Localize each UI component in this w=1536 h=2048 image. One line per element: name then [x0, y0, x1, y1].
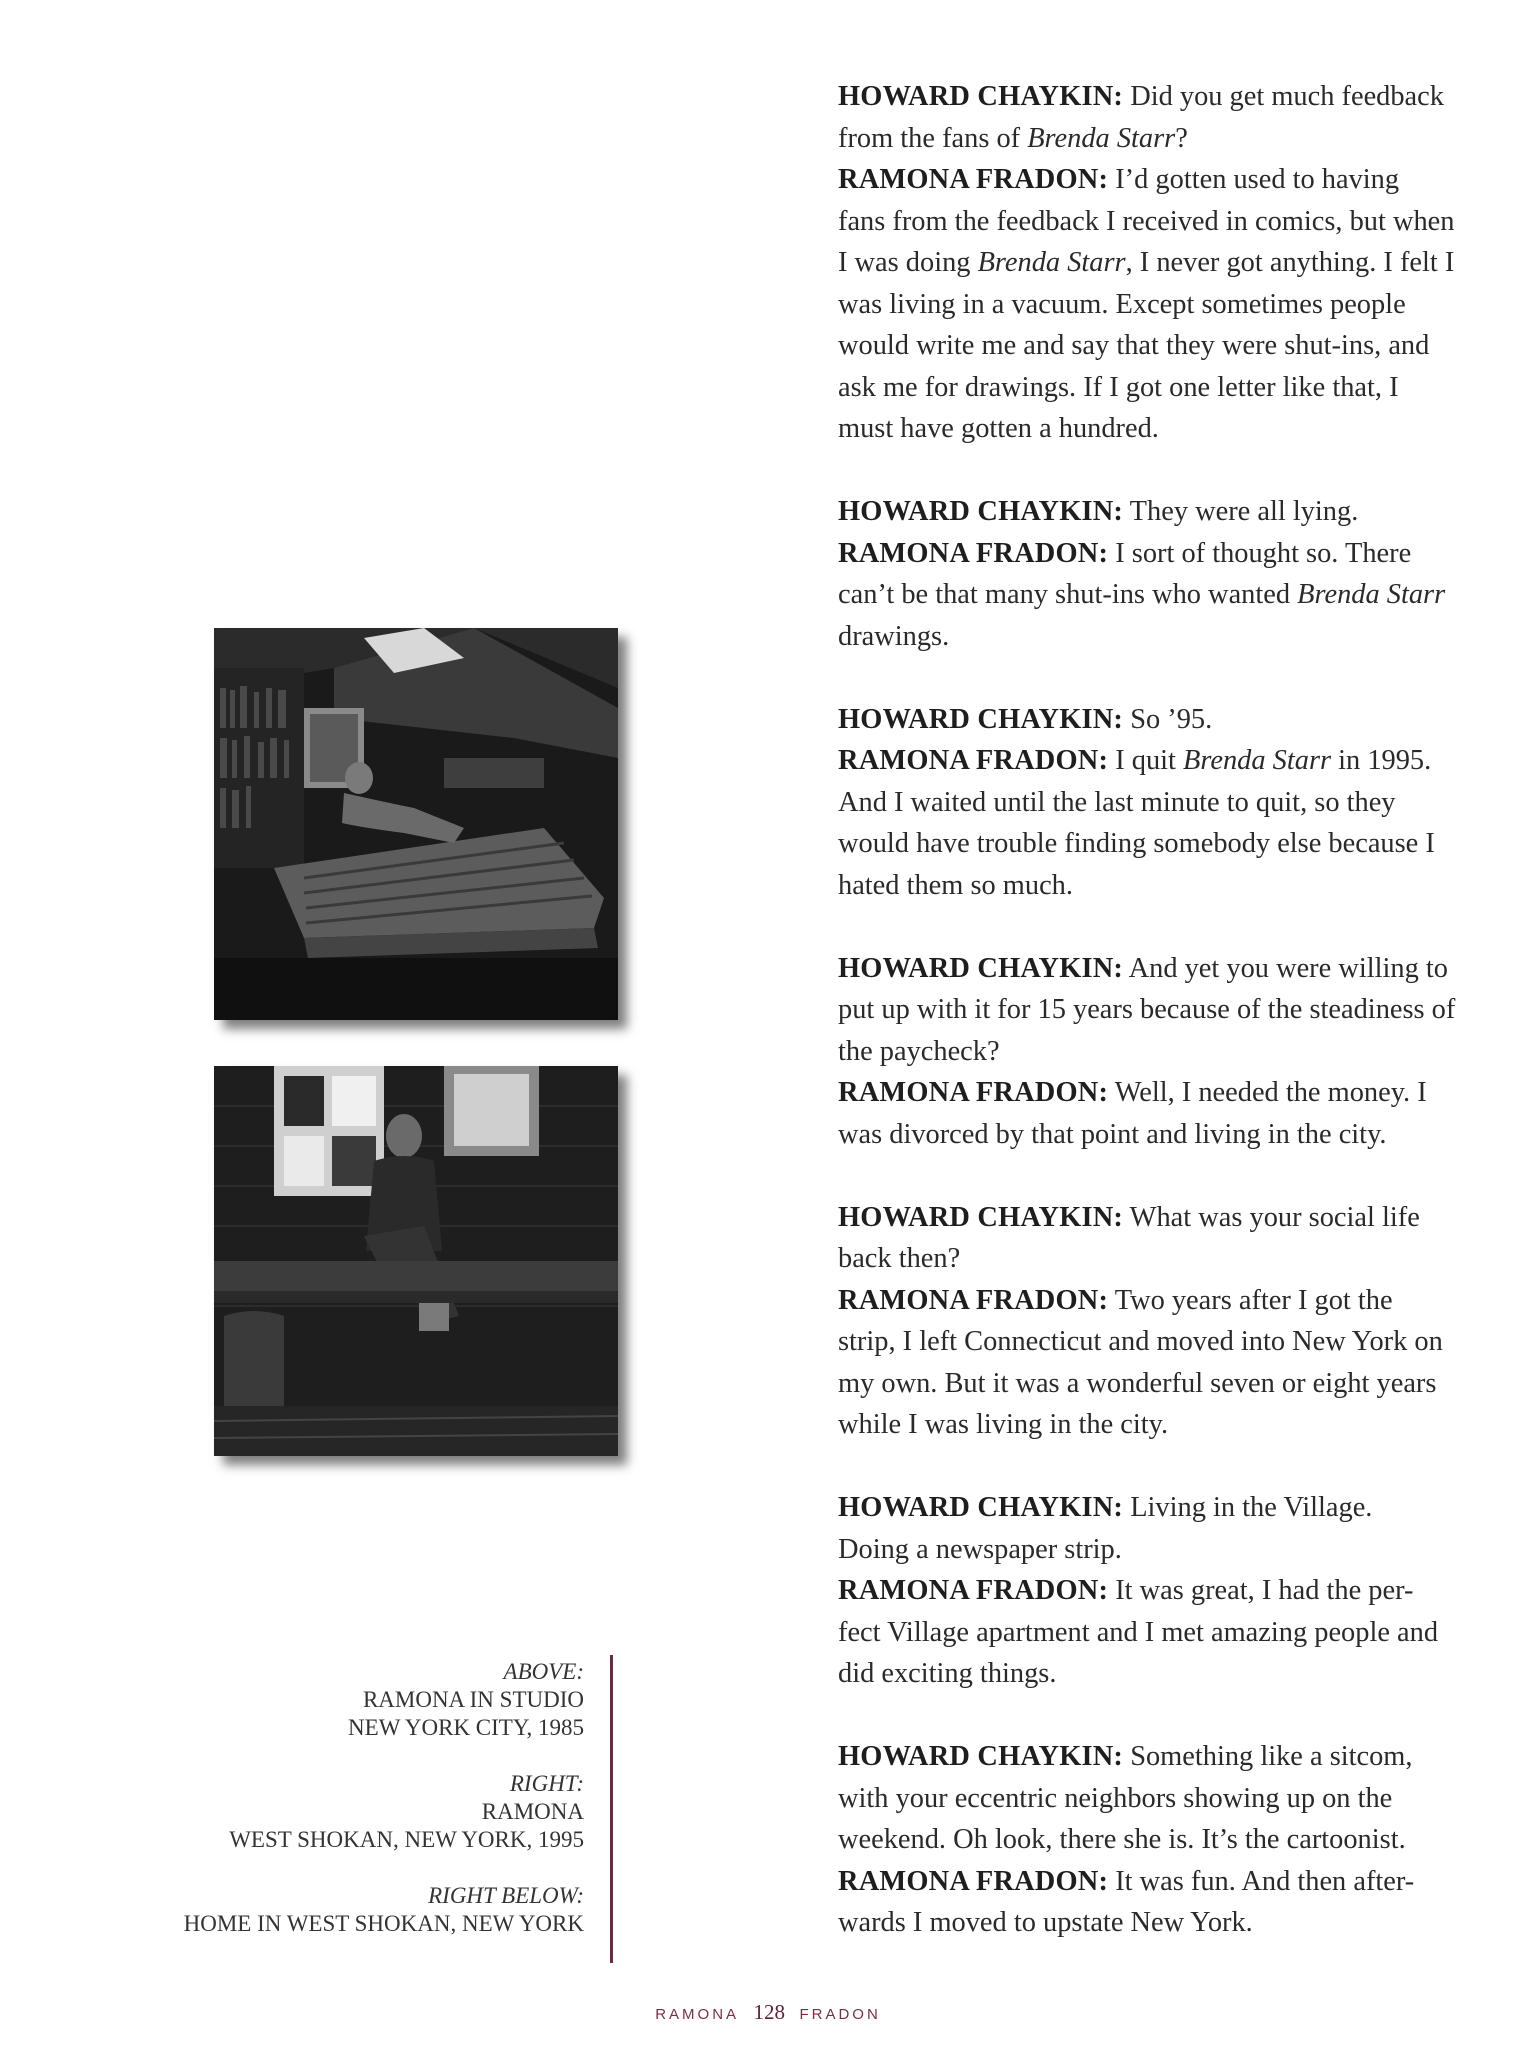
interview-text	[838, 76, 1478, 1985]
person-reclining	[345, 762, 373, 794]
exchange	[838, 1736, 1478, 1944]
caption-text: NEW YORK CITY, 1985	[348, 1715, 584, 1740]
text-line	[838, 1736, 1478, 1778]
text-line	[838, 699, 1478, 741]
text-line	[838, 1570, 1478, 1612]
text-line	[838, 1072, 1478, 1114]
text-line	[838, 1321, 1478, 1363]
text-run: weekend. Oh look, there she is. It’s the cartoonist.	[838, 1824, 1406, 1855]
text-line	[838, 1404, 1478, 1446]
text-line	[838, 1280, 1478, 1322]
text-run: can’t be that many shut-ins who wanted	[838, 579, 1298, 610]
text-run: was living in a vacuum. Except sometimes people	[838, 288, 1406, 320]
text-line	[838, 865, 1478, 907]
speaker-label: RAMONA FRADON:	[838, 164, 1109, 195]
text-run: It was great, I had the per-	[1108, 1575, 1414, 1606]
text-run: It was fun. And then after-	[1108, 1865, 1415, 1897]
speaker-label: HOWARD CHAYKIN:	[838, 703, 1124, 735]
text-line	[838, 989, 1478, 1031]
exchange	[838, 491, 1478, 657]
text-run: did exciting things.	[838, 1658, 1057, 1689]
speaker-label: RAMONA FRADON:	[838, 745, 1109, 776]
title-italic: Brenda Starr	[977, 247, 1126, 278]
text-run: So ’95.	[1123, 703, 1213, 735]
exchange	[838, 1197, 1478, 1446]
text-run: And yet you were willing to	[1123, 952, 1448, 984]
text-run: would write me and say that they were shut-ins, and	[838, 330, 1430, 361]
text-line	[838, 76, 1478, 118]
text-line	[838, 325, 1478, 367]
text-line	[838, 1031, 1478, 1073]
text-line	[838, 616, 1478, 658]
text-run: Something like a sitcom,	[1123, 1741, 1413, 1772]
footer-right: FRADON	[799, 2006, 881, 2023]
speaker-label: HOWARD CHAYKIN:	[838, 952, 1124, 984]
speaker-label: RAMONA FRADON:	[838, 1575, 1109, 1606]
speaker-label: HOWARD CHAYKIN:	[838, 1492, 1124, 1523]
exchange	[838, 1487, 1478, 1695]
text-line	[838, 574, 1478, 616]
title-italic: Brenda Starr	[1027, 122, 1176, 154]
text-line	[838, 1363, 1478, 1405]
text-run: I’d gotten used to having	[1108, 164, 1400, 195]
text-run: Two years after I got the	[1108, 1284, 1393, 1316]
photo-ramona-seated	[214, 1066, 618, 1456]
bench	[214, 1261, 618, 1291]
speaker-label: HOWARD CHAYKIN:	[838, 496, 1124, 527]
text-line	[838, 1197, 1478, 1239]
caption-label: RIGHT BELOW:	[428, 1883, 584, 1908]
text-run: wards I moved to upstate New York.	[838, 1907, 1253, 1938]
caption-group	[150, 1658, 584, 1742]
text-run: the paycheck?	[838, 1035, 1000, 1067]
speaker-label: RAMONA FRADON:	[838, 537, 1109, 569]
text-run: must have gotten a hundred.	[838, 413, 1159, 444]
exchange	[838, 699, 1478, 907]
text-run: Did you get much feedback	[1123, 81, 1444, 112]
text-run: fans from the feedback I received in comics, but when	[838, 205, 1455, 237]
text-run: drawings.	[838, 620, 950, 652]
speaker-label: RAMONA FRADON:	[838, 1077, 1109, 1108]
caption-group	[150, 1882, 584, 1938]
text-run: , I never got anything. I felt I	[1125, 247, 1455, 278]
text-line	[838, 284, 1478, 326]
speaker-label: HOWARD CHAYKIN:	[838, 1201, 1124, 1233]
caption-label: ABOVE:	[503, 1659, 584, 1684]
text-line	[838, 367, 1478, 409]
text-line	[838, 1487, 1478, 1529]
text-line	[838, 1778, 1478, 1820]
footer-left: RAMONA	[655, 2006, 740, 2023]
text-line	[838, 1819, 1478, 1861]
exchange	[838, 76, 1478, 450]
text-run: fect Village apartment and I met amazing people and	[838, 1616, 1439, 1648]
caption-text: RAMONA	[481, 1799, 584, 1824]
exchange	[838, 948, 1478, 1156]
text-run: They were all lying.	[1123, 496, 1359, 527]
text-run: I was doing	[838, 247, 978, 278]
text-run: back then?	[838, 1243, 961, 1274]
text-line	[838, 1114, 1478, 1156]
text-line	[838, 1238, 1478, 1280]
text-run: while I was living in the city.	[838, 1409, 1169, 1440]
caption-text: WEST SHOKAN, NEW YORK, 1995	[229, 1827, 584, 1852]
text-run: in 1995.	[1331, 745, 1432, 776]
text-line	[838, 533, 1478, 575]
text-run: put up with it for 15 years because of the steadiness of	[838, 994, 1456, 1025]
text-run: strip, I left Connecticut and moved into New York on	[838, 1326, 1443, 1357]
speaker-label: HOWARD CHAYKIN:	[838, 81, 1124, 112]
text-run: Well, I needed the money. I	[1108, 1077, 1427, 1108]
text-run: was divorced by that point and living in the city.	[838, 1118, 1387, 1150]
text-line	[838, 740, 1478, 782]
speaker-label: RAMONA FRADON:	[838, 1284, 1109, 1316]
text-run: I sort of thought so. There	[1108, 537, 1412, 569]
text-run: ask me for drawings. If I got one letter like that, I	[838, 371, 1399, 403]
text-line	[838, 159, 1478, 201]
text-line	[838, 948, 1478, 990]
text-run: my own. But it was a wonderful seven or eight years	[838, 1367, 1437, 1399]
text-run: would have trouble finding somebody else because I	[838, 828, 1435, 859]
text-run: ?	[1175, 122, 1188, 154]
title-italic: Brenda Starr	[1297, 579, 1446, 610]
text-run: Doing a newspaper strip.	[838, 1533, 1122, 1565]
text-line	[838, 242, 1478, 284]
text-line	[838, 201, 1478, 243]
text-line	[838, 1529, 1478, 1571]
text-line	[838, 408, 1478, 450]
text-run: hated them so much.	[838, 869, 1073, 901]
text-line	[838, 1902, 1478, 1944]
text-run: I quit	[1108, 745, 1184, 776]
text-line	[838, 1653, 1478, 1695]
caption-text: RAMONA IN STUDIO	[362, 1687, 584, 1712]
text-run: from the fans of	[838, 122, 1028, 154]
page-footer	[0, 2000, 1536, 2025]
text-run: Living in the Village.	[1123, 1492, 1373, 1523]
page-number: 128	[753, 2000, 785, 2024]
caption-rule	[610, 1655, 613, 1963]
text-line	[838, 1612, 1478, 1654]
speaker-label: RAMONA FRADON:	[838, 1865, 1109, 1897]
text-run: What was your social life	[1123, 1201, 1420, 1233]
photo-captions	[150, 1658, 584, 1966]
text-line	[838, 823, 1478, 865]
text-run: And I waited until the last minute to quit, so they	[838, 786, 1396, 818]
text-run: with your eccentric neighbors showing up on the	[838, 1782, 1393, 1814]
caption-group	[150, 1770, 584, 1854]
text-line	[838, 491, 1478, 533]
text-line	[838, 118, 1478, 160]
title-italic: Brenda Starr	[1183, 745, 1332, 776]
text-line	[838, 782, 1478, 824]
caption-text: HOME IN WEST SHOKAN, NEW YORK	[183, 1911, 584, 1936]
caption-label: RIGHT:	[509, 1771, 584, 1796]
text-line	[838, 1861, 1478, 1903]
speaker-label: HOWARD CHAYKIN:	[838, 1741, 1124, 1772]
photo-attic-bedroom	[214, 628, 618, 1020]
